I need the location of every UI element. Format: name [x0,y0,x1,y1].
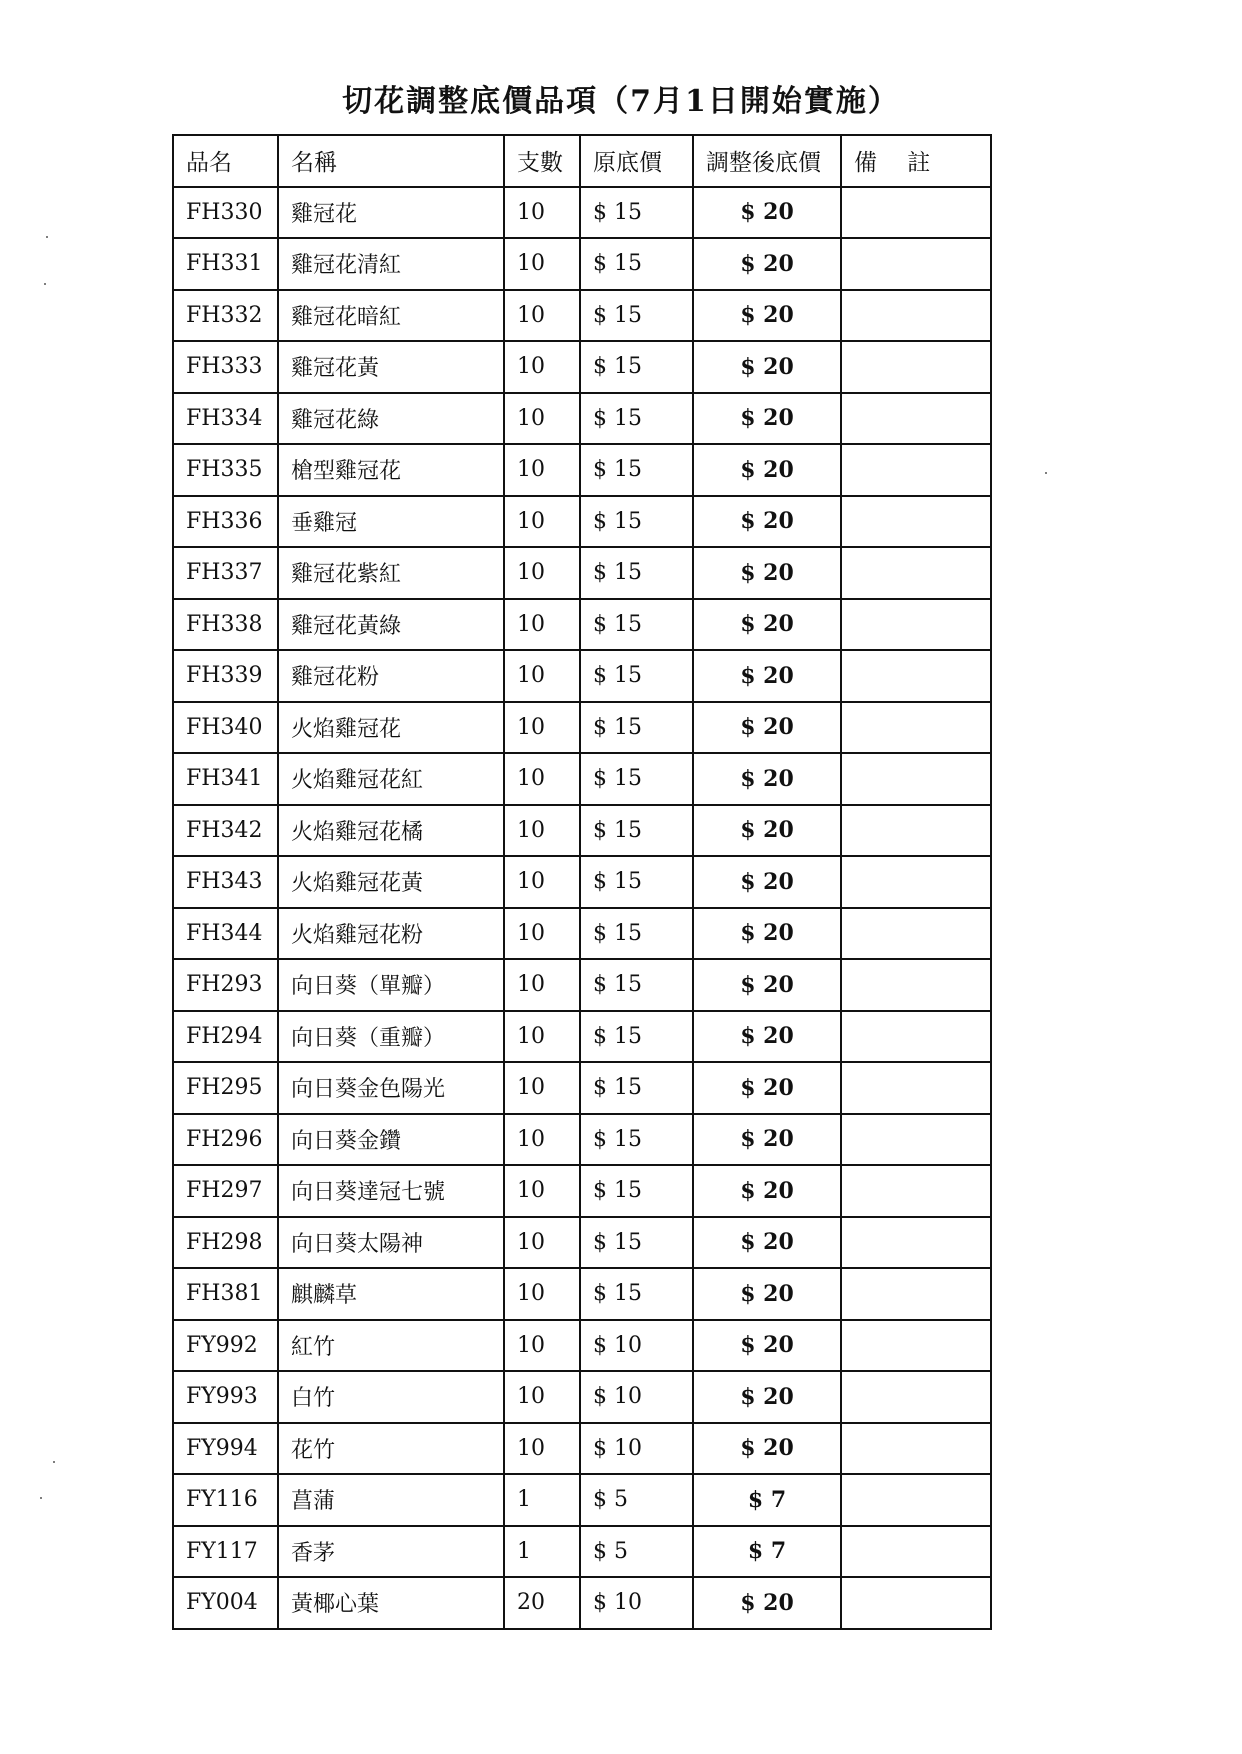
old-price-cell: $ 15 [580,547,693,599]
item-qty-cell: 10 [504,1371,580,1423]
remark-cell [841,753,991,805]
new-price-cell: $ 20 [693,547,841,599]
item-qty-cell: 10 [504,238,580,290]
scan-speck [44,283,46,285]
remark-cell [841,1268,991,1320]
item-code-cell: FH297 [173,1165,278,1217]
new-price-cell: $ 20 [693,805,841,857]
item-code-cell: FY004 [173,1577,278,1629]
new-price-cell: $ 20 [693,341,841,393]
old-price-cell: $ 15 [580,1165,693,1217]
remark-cell [841,496,991,548]
table-row [173,650,991,702]
table-body [173,187,991,1629]
remark-cell [841,1062,991,1114]
table-header-row [173,135,991,187]
new-price-cell: $ 20 [693,187,841,239]
item-qty-cell: 10 [504,1268,580,1320]
item-qty-cell: 10 [504,959,580,1011]
item-name-cell: 垂雞冠 [278,496,504,548]
remark-cell [841,650,991,702]
new-price-cell: $ 20 [693,1268,841,1320]
remark-cell [841,1165,991,1217]
item-code-cell: FH340 [173,702,278,754]
item-name-cell: 雞冠花紫紅 [278,547,504,599]
item-code-cell: FH294 [173,1011,278,1063]
item-code-cell: FY993 [173,1371,278,1423]
item-name-cell: 火焰雞冠花紅 [278,753,504,805]
old-price-cell: $ 15 [580,393,693,445]
item-code-cell: FH338 [173,599,278,651]
item-name-cell: 火焰雞冠花 [278,702,504,754]
item-name-cell: 向日葵太陽神 [278,1217,504,1269]
item-name-cell: 麒麟草 [278,1268,504,1320]
item-code-cell: FY117 [173,1526,278,1578]
item-qty-cell: 10 [504,1320,580,1372]
item-qty-cell: 20 [504,1577,580,1629]
item-qty-cell: 10 [504,1423,580,1475]
table-row [173,1526,991,1578]
table-row [173,805,991,857]
item-name-cell: 黃椰心葉 [278,1577,504,1629]
remark-cell [841,908,991,960]
remark-cell [841,341,991,393]
table-row [173,496,991,548]
page-title: 切花調整底價品項（7月1日開始實施） [342,84,900,119]
remark-cell [841,805,991,857]
new-price-cell: $ 20 [693,1423,841,1475]
item-code-cell: FH381 [173,1268,278,1320]
remark-cell [841,1577,991,1629]
item-code-cell: FH341 [173,753,278,805]
item-name-cell: 花竹 [278,1423,504,1475]
remark-cell [841,959,991,1011]
old-price-cell: $ 15 [580,702,693,754]
old-price-cell: $ 15 [580,1062,693,1114]
new-price-cell: $ 20 [693,1114,841,1166]
header-name: 名稱 [278,135,504,187]
header-new-price: 調整後底價 [693,135,841,187]
table-row [173,753,991,805]
old-price-cell: $ 10 [580,1577,693,1629]
remark-cell [841,856,991,908]
item-qty-cell: 10 [504,187,580,239]
item-name-cell: 雞冠花綠 [278,393,504,445]
header-qty: 支數 [504,135,580,187]
item-code-cell: FY994 [173,1423,278,1475]
new-price-cell: $ 20 [693,1320,841,1372]
new-price-cell: $ 7 [693,1526,841,1578]
item-code-cell: FH330 [173,187,278,239]
table-row [173,547,991,599]
new-price-cell: $ 20 [693,290,841,342]
item-qty-cell: 10 [504,1011,580,1063]
remark-cell [841,1320,991,1372]
item-name-cell: 向日葵達冠七號 [278,1165,504,1217]
item-name-cell: 向日葵（重瓣） [278,1011,504,1063]
item-qty-cell: 10 [504,1062,580,1114]
item-code-cell: FH296 [173,1114,278,1166]
item-code-cell: FH334 [173,393,278,445]
item-code-cell: FH339 [173,650,278,702]
table-row [173,1577,991,1629]
remark-cell [841,599,991,651]
price-adjustment-table [172,134,992,1630]
item-qty-cell: 10 [504,1114,580,1166]
header-old-price: 原底價 [580,135,693,187]
new-price-cell: $ 20 [693,1165,841,1217]
table-row [173,1268,991,1320]
remark-cell [841,187,991,239]
table-row [173,187,991,239]
new-price-cell: $ 20 [693,393,841,445]
old-price-cell: $ 15 [580,650,693,702]
old-price-cell: $ 15 [580,1268,693,1320]
item-code-cell: FH337 [173,547,278,599]
new-price-cell: $ 20 [693,1577,841,1629]
new-price-cell: $ 20 [693,496,841,548]
item-code-cell: FY992 [173,1320,278,1372]
table-row [173,1165,991,1217]
item-name-cell: 向日葵（單瓣） [278,959,504,1011]
header-remark: 備 註 [841,135,991,187]
remark-cell [841,1474,991,1526]
new-price-cell: $ 20 [693,702,841,754]
remark-cell [841,1011,991,1063]
table-row [173,599,991,651]
remark-cell [841,1423,991,1475]
new-price-cell: $ 20 [693,908,841,960]
item-qty-cell: 10 [504,702,580,754]
table-row [173,1217,991,1269]
table-row [173,444,991,496]
item-name-cell: 雞冠花黃 [278,341,504,393]
item-qty-cell: 10 [504,1217,580,1269]
new-price-cell: $ 20 [693,1217,841,1269]
item-qty-cell: 10 [504,599,580,651]
table-row [173,1371,991,1423]
item-name-cell: 香茅 [278,1526,504,1578]
item-name-cell: 向日葵金鑽 [278,1114,504,1166]
item-name-cell: 火焰雞冠花粉 [278,908,504,960]
new-price-cell: $ 20 [693,650,841,702]
old-price-cell: $ 5 [580,1526,693,1578]
remark-cell [841,1526,991,1578]
new-price-cell: $ 20 [693,959,841,1011]
old-price-cell: $ 15 [580,599,693,651]
item-name-cell: 紅竹 [278,1320,504,1372]
item-name-cell: 雞冠花暗紅 [278,290,504,342]
table-row [173,341,991,393]
old-price-cell: $ 10 [580,1423,693,1475]
new-price-cell: $ 20 [693,856,841,908]
scan-speck [46,236,48,238]
item-code-cell: FH342 [173,805,278,857]
item-qty-cell: 10 [504,753,580,805]
item-name-cell: 雞冠花 [278,187,504,239]
table-row [173,702,991,754]
new-price-cell: $ 20 [693,1011,841,1063]
item-qty-cell: 10 [504,393,580,445]
table-row [173,1474,991,1526]
table-row [173,1062,991,1114]
new-price-cell: $ 20 [693,444,841,496]
table-row [173,290,991,342]
item-qty-cell: 1 [504,1526,580,1578]
old-price-cell: $ 15 [580,753,693,805]
old-price-cell: $ 10 [580,1371,693,1423]
scan-speck [40,1497,42,1499]
item-name-cell: 雞冠花粉 [278,650,504,702]
remark-cell [841,702,991,754]
item-qty-cell: 1 [504,1474,580,1526]
remark-cell [841,393,991,445]
item-code-cell: FH336 [173,496,278,548]
old-price-cell: $ 15 [580,856,693,908]
old-price-cell: $ 15 [580,1114,693,1166]
old-price-cell: $ 10 [580,1320,693,1372]
table-row [173,1114,991,1166]
item-name-cell: 雞冠花清紅 [278,238,504,290]
item-qty-cell: 10 [504,908,580,960]
scan-speck [53,1461,55,1463]
item-name-cell: 向日葵金色陽光 [278,1062,504,1114]
item-qty-cell: 10 [504,805,580,857]
item-code-cell: FH298 [173,1217,278,1269]
old-price-cell: $ 15 [580,908,693,960]
old-price-cell: $ 5 [580,1474,693,1526]
item-code-cell: FH331 [173,238,278,290]
old-price-cell: $ 15 [580,1217,693,1269]
table-row [173,393,991,445]
item-code-cell: FY116 [173,1474,278,1526]
item-qty-cell: 10 [504,547,580,599]
item-qty-cell: 10 [504,650,580,702]
item-name-cell: 菖蒲 [278,1474,504,1526]
item-code-cell: FH295 [173,1062,278,1114]
table-row [173,1011,991,1063]
new-price-cell: $ 20 [693,1062,841,1114]
item-name-cell: 槍型雞冠花 [278,444,504,496]
old-price-cell: $ 15 [580,238,693,290]
table-row [173,1423,991,1475]
new-price-cell: $ 20 [693,1371,841,1423]
table-row [173,856,991,908]
table-row [173,959,991,1011]
old-price-cell: $ 15 [580,187,693,239]
old-price-cell: $ 15 [580,805,693,857]
new-price-cell: $ 7 [693,1474,841,1526]
scan-speck [1045,472,1047,474]
item-qty-cell: 10 [504,444,580,496]
remark-cell [841,1114,991,1166]
table-row [173,238,991,290]
old-price-cell: $ 15 [580,496,693,548]
item-name-cell: 火焰雞冠花橘 [278,805,504,857]
old-price-cell: $ 15 [580,444,693,496]
item-name-cell: 雞冠花黃綠 [278,599,504,651]
old-price-cell: $ 15 [580,341,693,393]
item-qty-cell: 10 [504,1165,580,1217]
item-code-cell: FH335 [173,444,278,496]
item-qty-cell: 10 [504,856,580,908]
new-price-cell: $ 20 [693,753,841,805]
new-price-cell: $ 20 [693,599,841,651]
remark-cell [841,290,991,342]
item-code-cell: FH293 [173,959,278,1011]
item-qty-cell: 10 [504,290,580,342]
item-qty-cell: 10 [504,341,580,393]
old-price-cell: $ 15 [580,1011,693,1063]
remark-cell [841,1217,991,1269]
old-price-cell: $ 15 [580,959,693,1011]
item-code-cell: FH343 [173,856,278,908]
new-price-cell: $ 20 [693,238,841,290]
remark-cell [841,1371,991,1423]
item-code-cell: FH333 [173,341,278,393]
remark-cell [841,547,991,599]
item-qty-cell: 10 [504,496,580,548]
table-row [173,908,991,960]
item-name-cell: 火焰雞冠花黃 [278,856,504,908]
header-code: 品名 [173,135,278,187]
item-code-cell: FH332 [173,290,278,342]
item-code-cell: FH344 [173,908,278,960]
table-row [173,1320,991,1372]
remark-cell [841,444,991,496]
item-name-cell: 白竹 [278,1371,504,1423]
old-price-cell: $ 15 [580,290,693,342]
remark-cell [841,238,991,290]
